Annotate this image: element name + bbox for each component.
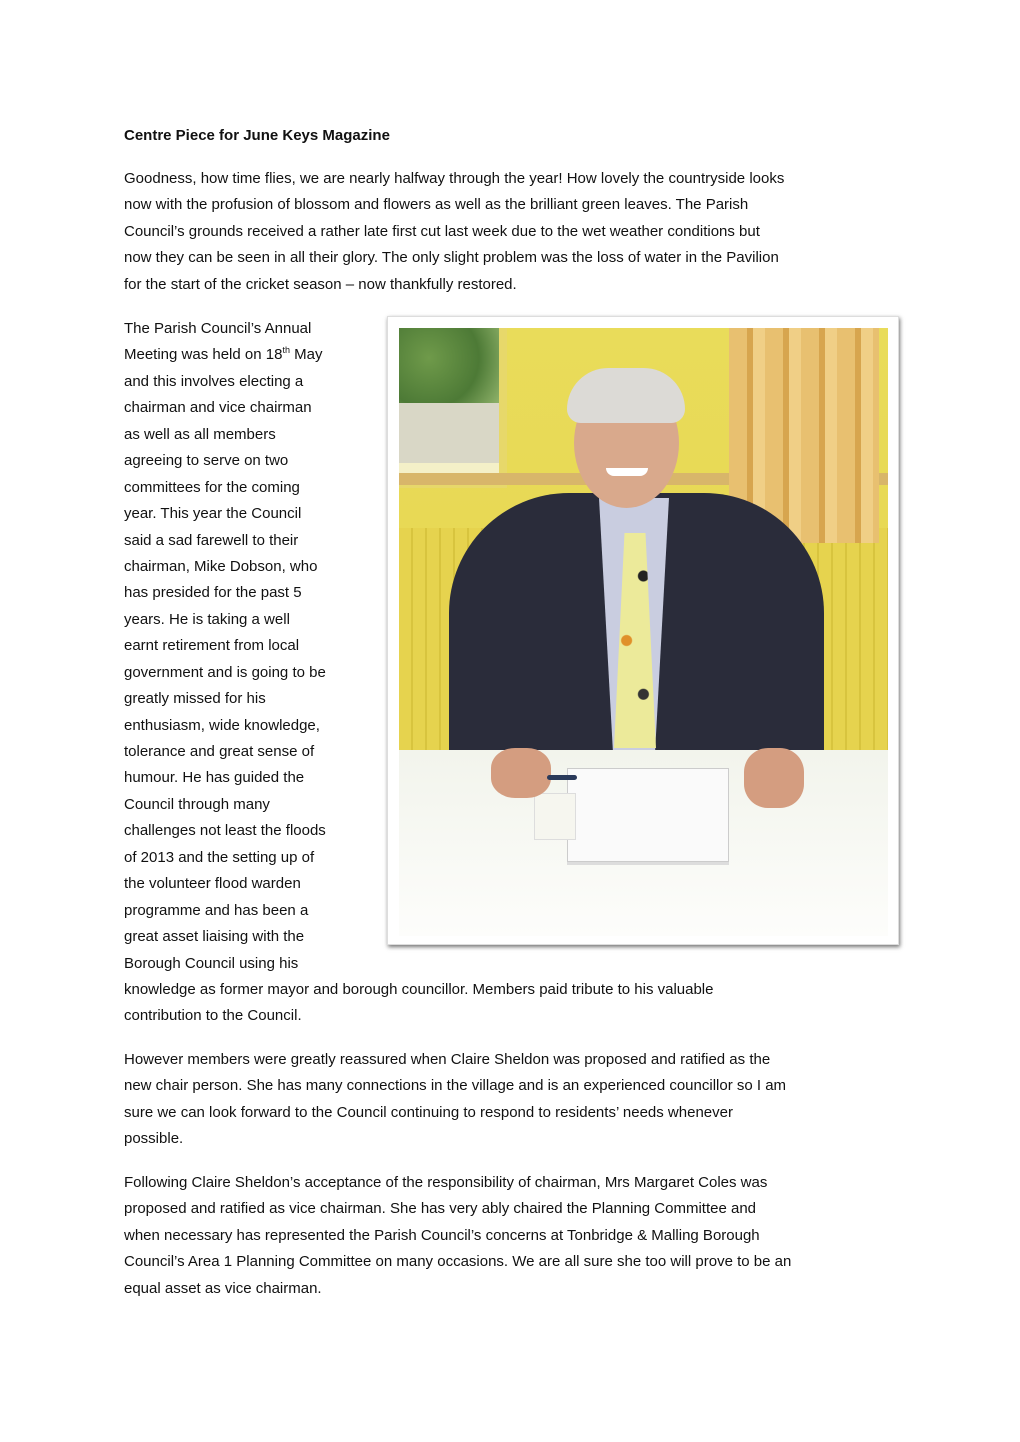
text-line: committees for the coming: [124, 478, 300, 496]
text-line: Borough Council using his: [124, 954, 299, 972]
text-line: when necessary has represented the Parish Council’s concerns at Tonbridge & Malling Borough: [124, 1226, 760, 1244]
hair: [567, 368, 685, 423]
papers: [567, 768, 729, 862]
text-line: years. He is taking a well: [124, 610, 290, 628]
text-line: government and is going to be: [124, 663, 326, 681]
text-line: the volunteer flood warden: [124, 875, 301, 893]
text-line: chairman, Mike Dobson, who: [124, 557, 318, 575]
text-line: now they can be seen in all their glory. The only slight problem was the loss of water in the Pavilion: [124, 249, 779, 267]
vice-chair-paragraph: [124, 1170, 904, 1302]
document-title: Centre Piece for June Keys Magazine: [124, 127, 390, 144]
text-line: programme and has been a: [124, 901, 309, 919]
text-line: of 2013 and the setting up of: [124, 848, 315, 866]
text-line: knowledge as former mayor and borough councillor. Members paid tribute to his valuable: [124, 980, 714, 998]
text-line: chairman and vice chairman: [124, 399, 312, 417]
text-line: new chair person. She has many connections in the village and is an experienced councillor so I am: [124, 1077, 787, 1095]
text-line: possible.: [124, 1130, 184, 1148]
text-line: and this involves electing a: [124, 372, 304, 390]
text-line: now with the profusion of blossom and flowers as well as the brilliant green leaves. The Parish: [124, 196, 749, 214]
text-line: Council’s grounds received a rather late first cut last week due to the wet weather conditions but: [124, 222, 760, 240]
text-line: Following Claire Sheldon’s acceptance of the responsibility of chairman, Mrs Margaret Coles was: [124, 1174, 768, 1191]
text-line: greatly missed for his: [124, 690, 266, 708]
new-chair-paragraph: [124, 1047, 904, 1153]
text-line: humour. He has guided the: [124, 769, 305, 787]
text-line: as well as all members: [124, 425, 276, 443]
text-line: However members were greatly reassured when Claire Sheldon was proposed and ratified as the: [124, 1051, 771, 1068]
text-line: year. This year the Council: [124, 505, 302, 523]
text-line: challenges not least the floods: [124, 822, 326, 840]
text-line: tolerance and great sense of: [124, 743, 315, 760]
text-segment: Meeting was held on 18: [124, 346, 283, 364]
left-hand: [491, 748, 551, 798]
text-line: for the start of the cricket season – now thankfully restored.: [124, 275, 517, 293]
text-line: sure we can look forward to the Council continuing to respond to residents’ needs whenever: [124, 1103, 733, 1121]
text-line: proposed and ratified as vice chairman. She has very ably chaired the Planning Committee and: [124, 1200, 757, 1218]
pen: [547, 775, 577, 780]
text-line: Council through many: [124, 795, 270, 813]
chairman-photo: [399, 328, 888, 936]
chairman-photo-frame: [387, 316, 899, 945]
text-line: The Parish Council’s Annual: [124, 320, 312, 337]
text-line: said a sad farewell to their: [124, 531, 299, 549]
intro-paragraph: [124, 166, 904, 298]
text-line: has presided for the past 5: [124, 584, 302, 602]
right-hand: [744, 748, 804, 808]
text-segment: May: [289, 346, 323, 364]
text-line: enthusiasm, wide knowledge,: [124, 716, 320, 734]
text-line: earnt retirement from local: [124, 637, 300, 655]
superscript: th: [282, 345, 290, 356]
text-line: Council’s Area 1 Planning Committee on many occasions. We are all sure she too will prove to be an: [124, 1253, 792, 1271]
text-line: equal asset as vice chairman.: [124, 1279, 322, 1297]
text-line: great asset liaising with the: [124, 928, 305, 946]
text-line: contribution to the Council.: [124, 1007, 302, 1025]
text-line: agreeing to serve on two: [124, 452, 289, 470]
text-line: Goodness, how time flies, we are nearly halfway through the year! How lovely the countryside looks: [124, 170, 785, 187]
